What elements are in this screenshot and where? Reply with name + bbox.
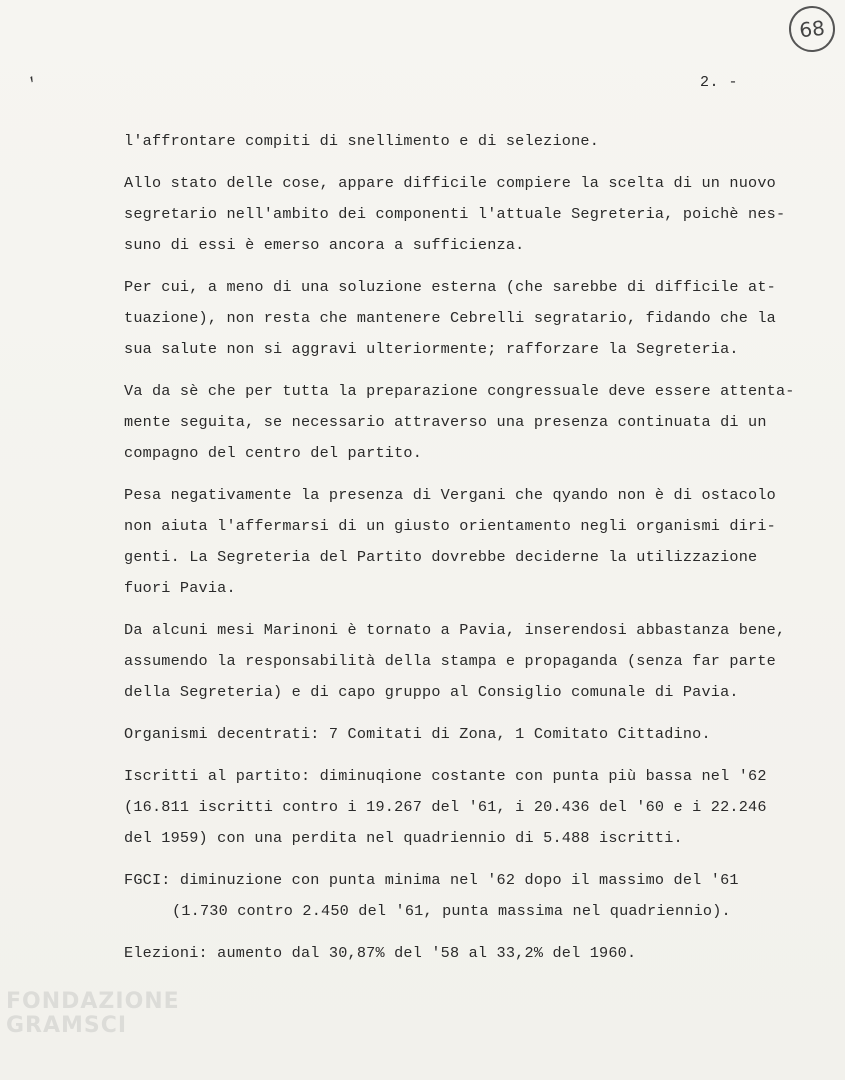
text-line: Organismi decentrati: 7 Comitati di Zona, 1 Comitato Cittadino. [124,725,711,743]
text-line: (1.730 contro 2.450 del '61, punta massima nel quadriennio). [172,902,731,920]
paragraph [124,761,839,854]
text-line: l'affrontare compiti di snellimento e di selezione. [124,132,600,150]
text-line: suno di essi è emerso ancora a sufficienza. [124,236,525,254]
text-line: della Segreteria) e di capo gruppo al Consiglio comunale di Pavia. [124,683,739,701]
paragraph [124,865,839,927]
paragraph [124,938,839,969]
paragraph [124,719,839,750]
text-line: Da alcuni mesi Marinoni è tornato a Pavia, inserendosi abbastanza bene, [124,621,786,639]
text-line: Allo stato delle cose, appare difficile compiere la scelta di un nuovo [124,174,776,192]
text-line: Iscritti al partito: diminuqione costante con punta più bassa nel '62 [124,767,767,785]
page-number: 2. - [700,74,739,91]
watermark-line: FONDAZIONE [6,989,180,1014]
text-line: (16.811 iscritti contro i 19.267 del '61, i 20.436 del '60 e i 22.246 [124,798,767,816]
text-line: tuazione), non resta che mantenere Cebrelli segratario, fidando che la [124,309,776,327]
text-line: mente seguita, se necessario attraverso una presenza continuata di un [124,413,767,431]
paragraph [124,615,839,708]
watermark-line: GRAMSCI [6,1013,128,1038]
document-body [124,126,839,980]
text-line: Per cui, a meno di una soluzione esterna (che sarebbe di difficile at- [124,278,776,296]
paragraph [124,376,839,469]
text-line: fuori Pavia. [124,579,236,597]
text-line: FGCI: diminuzione con punta minima nel '62 dopo il massimo del '61 [124,871,739,889]
text-line: Pesa negativamente la presenza di Vergani che qyando non è di ostacolo [124,486,776,504]
text-line: Elezioni: aumento dal 30,87% del '58 al 33,2% del 1960. [124,944,637,962]
text-line: del 1959) con una perdita nel quadriennio di 5.488 iscritti. [124,829,683,847]
text-line: sua salute non si aggravi ulteriormente; rafforzare la Segreteria. [124,340,739,358]
paragraph [124,272,839,365]
paragraph [124,126,839,157]
text-line: genti. La Segreteria del Partito dovrebbe deciderne la utilizzazione [124,548,758,566]
text-line: compagno del centro del partito. [124,444,423,462]
text-line: assumendo la responsabilità della stampa e propaganda (senza far parte [124,652,776,670]
page-stamp [787,4,838,55]
paragraph [124,168,839,261]
pen-mark: , [22,64,40,86]
stamp-number: 68 [798,15,826,43]
text-line: segretario nell'ambito dei componenti l'attuale Segreteria, poichè nes- [124,205,786,223]
text-line: non aiuta l'affermarsi di un giusto orientamento negli organismi diri- [124,517,776,535]
text-line: Va da sè che per tutta la preparazione congressuale deve essere attenta- [124,382,795,400]
watermark-logo [6,990,180,1038]
paragraph [124,480,839,604]
